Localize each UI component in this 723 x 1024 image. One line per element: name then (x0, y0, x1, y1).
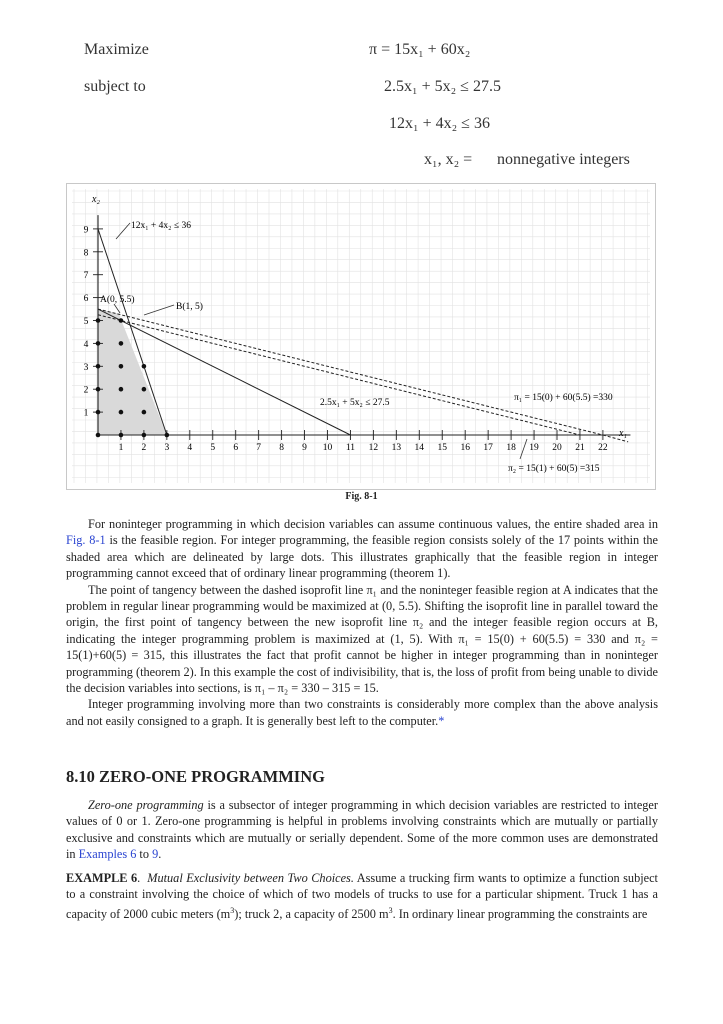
integer-point (165, 433, 170, 438)
x-tick-label: 4 (187, 443, 193, 453)
integer-point (119, 387, 124, 392)
constraint-1: 2.5x₁ + 5x₂ ≤ 27.5 (384, 78, 501, 95)
leader-lines (114, 223, 527, 459)
integer-point (142, 433, 147, 438)
integer-point (142, 364, 147, 369)
x-tick-label: 19 (529, 443, 539, 453)
y-tick-label: 3 (83, 362, 89, 373)
integer-point (119, 410, 124, 415)
integer-point (119, 433, 124, 438)
p4-to: to (136, 847, 153, 862)
p3-text: Integer programming involving more than two constraints is considerably more complex than the above analysis and not easily consigned to a graph. It is generally best left to the computer. (66, 697, 658, 728)
paragraph-3 (66, 696, 658, 729)
p1-text-a: For noninteger programming in which decision variables can assume continuous values, the entire shaded area in (88, 517, 658, 531)
paragraph-2: The point of tangency between the dashed isoprofit line π₁ and the noninteger feasible region at A indicates that the problem in regular linear programming would be maximized at (0, 5.5). Shifting the isoprofit line in parallel toward the origin, the first point of tangency between the new isoprofit line π₂ and the integer feasible region occurs at B, indicating the integer programming problem is maximized at (1, 5). With π₁ = 15(0) + 60(5.5) = 330 and π₂ = 15(1)+60(5) = 315, this illustrates the fact that profit cannot be higher in integer programming than in noninteger programming (theorem 2). In this example the cost of indivisibility, that is, the loss of profit from being unable to divide the decision variables into sections, is π₁ – π₂ = 330 – 315 = 15. (66, 582, 658, 696)
examples-6-link[interactable]: Examples 6 (78, 847, 137, 862)
subject-to-label: subject to (84, 78, 146, 95)
line-3 (98, 315, 580, 435)
integer-point (96, 341, 101, 346)
example-6-block (66, 870, 658, 922)
label-point-a: A(0, 5.5) (100, 295, 135, 305)
integer-point (119, 318, 124, 323)
label-constraint-steep: 12x₁ + 4x₂ ≤ 36 (131, 221, 191, 231)
y-tick-label: 7 (83, 271, 89, 282)
x-tick-label: 7 (256, 443, 262, 453)
x-tick-label: 20 (552, 443, 562, 453)
integer-point (142, 410, 147, 415)
integer-point (119, 341, 124, 346)
p4-end: . (158, 847, 162, 862)
label-constraint-flat: 2.5x₁ + 5x₂ ≤ 27.5 (320, 398, 390, 408)
integer-point (119, 364, 124, 369)
example-sup-1: 3 (230, 905, 235, 915)
fig-8-1-link[interactable]: Fig. 8-1 (66, 533, 106, 548)
p4-text: is a subsector of integer programming in which decision variables are restricted to integer values of 0 or 1. Zero-one programming is helpful in problems involving constraints which are mutually or partially exclusive and constraints which are mutually or serially dependent. Some of the more common uses are demonstrated in (66, 798, 658, 862)
y-tick-label: 8 (83, 248, 89, 259)
y-tick-label: 4 (83, 339, 89, 350)
example-text-c: . In ordinary linear programming the constraints are (392, 906, 648, 921)
y-tick-label: 2 (83, 385, 89, 396)
p1-text-b: is the feasible region. For integer programming, the feasible region consists solely of the 17 points within the shaded area which are delineated by large dots. This illustrates graphically that the feasible region in integer programming cannot exceed that of ordinary linear programming (theorem 1). (66, 533, 658, 581)
leader-b (144, 305, 174, 315)
x-tick-label: 10 (322, 443, 333, 453)
x-tick-label: 3 (164, 443, 170, 453)
x-tick-label: 15 (437, 443, 447, 453)
x-tick-label: 5 (210, 443, 216, 453)
x-tick-label: 2 (141, 443, 147, 453)
x-tick-label: 8 (279, 443, 284, 453)
feasible-region (98, 309, 167, 435)
constraint-2: 12x₁ + 4x₂ ≤ 36 (389, 115, 490, 132)
paragraph-1 (66, 516, 658, 582)
term-zero-one: Zero-one programming (88, 798, 204, 812)
x-tick-label: 12 (368, 443, 379, 453)
body-text-block (66, 516, 658, 729)
x-axis-label: x₁ (619, 428, 627, 439)
label-pi2: π₂ = 15(1) + 60(5) =315 (508, 464, 600, 474)
integer-point (142, 387, 147, 392)
x-tick-label: 22 (598, 443, 608, 453)
example-label: EXAMPLE 6 (66, 871, 138, 885)
example-title: Mutual Exclusivity between Two Choices. (147, 871, 354, 885)
constraint-3-lhs: x₁, x₂ = (424, 151, 473, 168)
maximize-label: Maximize (84, 41, 149, 58)
figure-caption: Fig. 8-1 (345, 491, 378, 502)
x-tick-label: 11 (345, 443, 356, 453)
section-heading: 8.10 ZERO-ONE PROGRAMMING (66, 767, 325, 786)
paragraph-4 (66, 797, 658, 863)
x-tick-label: 1 (118, 443, 124, 453)
example-text-b: ); truck 2, a capacity of 2500 m (234, 906, 389, 921)
x-tick-label: 16 (460, 443, 470, 453)
footnote-link[interactable]: * (438, 713, 445, 728)
integer-point (96, 318, 101, 323)
section-text-block (66, 797, 658, 863)
y-tick-label: 1 (83, 408, 89, 419)
y-tick-label: 5 (83, 317, 89, 327)
y-tick-label: 6 (83, 294, 89, 305)
line-2 (98, 309, 603, 435)
x-tick-label: 21 (575, 443, 585, 453)
integer-point (96, 387, 101, 392)
objective-function: π = 15x₁ + 60x₂ (369, 41, 471, 58)
example-text-a: Assume a trucking firm wants to optimize a function subject to a constraint involving the choice of which of two models of trucks to use for a particular shipment. Truck 1 has a capacity of 2000 cubic meters (m (66, 871, 658, 921)
label-pi1: π₁ = 15(0) + 60(5.5) =330 (514, 393, 613, 403)
x-tick-label: 14 (414, 443, 425, 453)
figure-8-1 (66, 183, 656, 490)
label-point-b: B(1, 5) (176, 302, 203, 312)
x-tick-label: 9 (302, 443, 307, 453)
integer-point (96, 364, 101, 369)
x-tick-label: 6 (233, 443, 239, 453)
y-axis-label: x₂ (92, 194, 100, 205)
constraint-3-rhs: nonnegative integers (497, 151, 630, 168)
integer-point (96, 410, 101, 415)
x-tick-label: 13 (391, 443, 402, 453)
y-tick-label: 9 (83, 225, 89, 236)
x-tick-label: 18 (506, 443, 516, 453)
x-tick-label: 17 (483, 443, 493, 453)
paragraph-example-6: EXAMPLE 6. Mutual Exclusivity between Two Choices. Assume a trucking firm wants to optimize a function subject to a constraint involving the choice of which of two models of trucks to use for a particular shipment. Truck 1 has a capacity of 2000 cubic meters $(m^3)$; truck 2, a capacity of 2500 $m^3$. In ordinary linear programming the constraints are (66, 871, 658, 921)
example-sup-2: 3 (388, 905, 393, 915)
grid-lines (72, 189, 650, 483)
integer-point (96, 433, 101, 438)
figure-labels (91, 194, 627, 474)
example-9-link[interactable]: 9 (152, 847, 159, 862)
